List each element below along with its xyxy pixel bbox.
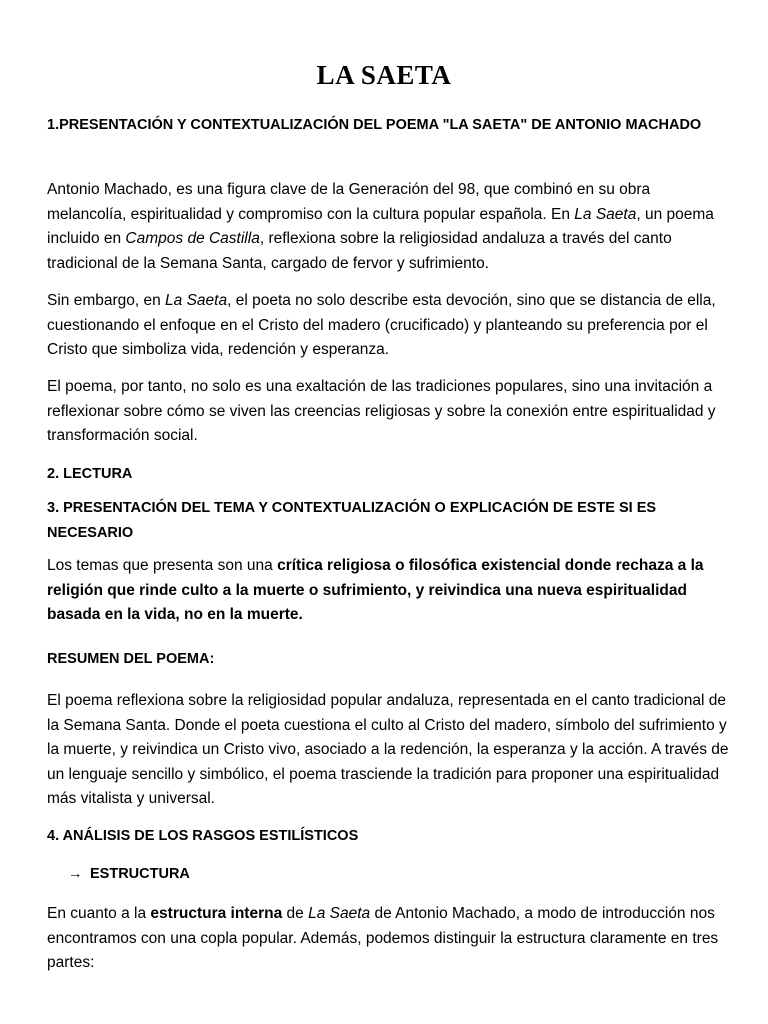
arrow-right-icon: → bbox=[68, 866, 83, 882]
text-run: de bbox=[282, 905, 309, 922]
bold-text-run: estructura interna bbox=[150, 905, 283, 922]
section-4-paragraph-1 bbox=[47, 902, 732, 976]
summary-paragraph: El poema reflexiona sobre la religiosidad popular andaluza, representada en el canto tradicional de la Semana Santa. Donde el poeta cuestiona el culto al Cristo del madero, símbolo del sufrimiento y la muerte, y reivindica un Cristo vivo, asociado a la redención, la esperanza y la acción. A través de un lenguaje sencillo y simbólico, el poema trasciende la tradición para proponer una espiritualidad más vitalista y universal. bbox=[47, 692, 729, 807]
book-title: Campos de Castilla bbox=[125, 230, 260, 247]
structure-label: ESTRUCTURA bbox=[90, 866, 190, 882]
text-run: Sin embargo, en bbox=[47, 292, 166, 309]
document-title: LA SAETA bbox=[316, 60, 452, 90]
bold-text-run: crítica religiosa o filosófica existencial donde rechaza a la religión que rinde culto a la muerte o sufrimiento, y reivindica una nueva espiritualidad basada en la vida, no en la muerte. bbox=[47, 557, 704, 623]
poem-title: La Saeta bbox=[165, 292, 228, 309]
section-4-heading: 4. ANÁLISIS DE LOS RASGOS ESTILÍSTICOS bbox=[47, 828, 359, 844]
summary-heading: RESUMEN DEL POEMA: bbox=[47, 651, 215, 667]
text-run: , reflexiona sobre la religiosidad andaluza a través del canto tradicional de la Semana Santa, cargado de fervor y sufrimiento. bbox=[47, 230, 672, 272]
section-1-paragraph-1 bbox=[47, 178, 732, 276]
section-1-paragraph-3: El poema, por tanto, no solo es una exaltación de las tradiciones populares, sino una invitación a reflexionar sobre cómo se viven las creencias religiosas y sobre la conexión entre espiritualidad y transformación social. bbox=[47, 378, 716, 444]
poem-title: La Saeta bbox=[574, 205, 637, 223]
text-run: , un poema incluido en bbox=[47, 205, 714, 247]
text-run: Antonio Machado, es una figura clave de la Generación del 98, que combinó en su obra melancolía, espiritualidad y compromiso con la cultura popular española. En bbox=[47, 181, 651, 223]
section-1-heading: 1.PRESENTACIÓN Y CONTEXTUALIZACIÓN DEL POEMA "LA SAETA" DE ANTONIO MACHADO bbox=[47, 117, 702, 133]
section-3-heading: 3. PRESENTACIÓN DEL TEMA Y CONTEXTUALIZACIÓN O EXPLICACIÓN DE ESTE SI ES NECESARIO bbox=[47, 500, 657, 541]
section-3-paragraph-1 bbox=[47, 554, 732, 628]
text-run: , el poeta no solo describe esta devoción, sino que se distancia de ella, cuestionando el enfoque en el Cristo del madero (crucificado) y planteando su preferencia por el Cristo que simboliza vida, redención y esperanza. bbox=[47, 292, 716, 358]
poem-title: La Saeta bbox=[308, 905, 371, 922]
structure-subheading bbox=[68, 862, 468, 886]
section-2-heading: 2. LECTURA bbox=[47, 466, 133, 482]
text-run: Los temas que presenta son una bbox=[47, 557, 278, 574]
text-run: En cuanto a la bbox=[47, 905, 151, 922]
text-run: de Antonio Machado, a modo de introducción nos encontramos con una copla popular. Además, podemos distinguir la estructura claramente en tres partes: bbox=[47, 905, 719, 971]
section-1-paragraph-2 bbox=[47, 289, 732, 363]
